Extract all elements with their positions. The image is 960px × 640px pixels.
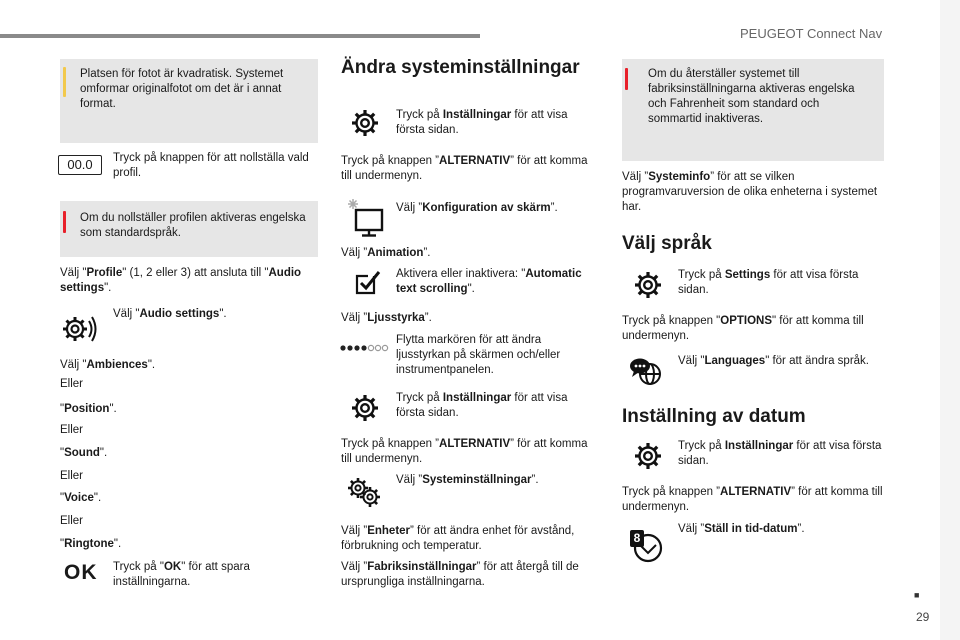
info-bar xyxy=(63,67,66,97)
warning-bar xyxy=(63,211,66,233)
gear-icon xyxy=(633,270,663,300)
alternativ-text-3: Tryck på knappen ”ALTERNATIV” för att komma till undermenyn. xyxy=(622,486,883,513)
set-time-date-text: Välj ”Ställ in tid-datum”. xyxy=(678,523,805,535)
display-config-text: Välj ”Konfiguration av skärm”. xyxy=(396,202,558,214)
warning-note-profile xyxy=(60,201,318,257)
section-heading-system: Ändra systeminställningar xyxy=(341,57,580,78)
audio-settings-text: Välj "Audio settings". xyxy=(113,308,227,320)
system-settings-icon xyxy=(346,477,382,509)
ringtone-text: "Ringtone". xyxy=(60,538,122,550)
ok-text: Tryck på "OK" för att spara inställningarna. xyxy=(113,561,250,588)
system-info-text: Välj ”Systeminfo” för att se vilken programvaruversion de olika enheterna i systemet har. xyxy=(622,171,878,213)
checkbox-check-icon xyxy=(352,267,382,297)
or-text-3: Eller xyxy=(60,470,84,482)
sound-text: "Sound". xyxy=(60,447,108,459)
header-title: PEUGEOT Connect Nav xyxy=(740,26,883,41)
brightness-text: Välj ”Ljusstyrka”. xyxy=(341,312,432,324)
section-heading-language: Välj språk xyxy=(622,233,712,254)
reset-button-icon xyxy=(58,155,102,175)
display-config-icon xyxy=(344,198,386,238)
header-rule xyxy=(0,34,480,38)
side-tab xyxy=(940,0,960,640)
reset-text: Tryck på knappen för att nollställa vald profil. xyxy=(113,152,309,179)
warning-note-factory xyxy=(622,59,884,161)
info-note-photo xyxy=(60,59,318,143)
clock-icon xyxy=(628,528,666,564)
gear-icon xyxy=(350,393,380,423)
gear-icon xyxy=(350,108,380,138)
text-scrolling-text: Aktivera eller inaktivera: "Automatic text scrolling". xyxy=(396,268,582,295)
ok-button-icon: OK xyxy=(64,561,98,584)
warning-note-text: Om du nollställer profilen aktiveras engelska som standardspråk. xyxy=(80,212,306,239)
reset-button-label: 00.0 xyxy=(67,157,93,172)
position-text: "Position". xyxy=(60,403,117,415)
factory-settings-text: Välj ”Fabriksinställningar” för att återgå till de ursprungliga inställningarna. xyxy=(341,561,579,588)
section-heading-date: Inställning av datum xyxy=(622,406,806,427)
page-number: 29 xyxy=(916,610,930,624)
alternativ-text-2: Tryck på knappen ”ALTERNATIV” för att komma till undermenyn. xyxy=(341,438,588,465)
languages-text: Välj "Languages" för att ändra språk. xyxy=(678,355,869,367)
brightness-description: Flytta markören för att ändra ljusstyrkan på skärmen och/eller instrumentpanelen. xyxy=(396,334,561,376)
info-note-text: Platsen för fotot är kvadratisk. Systemet omformar originalfotot om det är i annat format. xyxy=(80,68,284,110)
profile-text: Välj "Profile" (1, 2 eller 3) att ansluta till "Audio settings". xyxy=(60,267,302,294)
language-icon xyxy=(628,356,666,388)
warning-note-text: Om du återställer systemet till fabriksinställningarna aktiveras engelska och Fahrenheit som standard och sommartid inaktiveras. xyxy=(648,68,855,125)
warning-bar xyxy=(625,68,628,90)
alternativ-text-1: Tryck på knappen ”ALTERNATIV” för att komma till undermenyn. xyxy=(341,155,588,182)
language-settings-text: Tryck på Settings för att visa första sidan. xyxy=(678,269,859,296)
options-text: Tryck på knappen "OPTIONS" för att komma till undermenyn. xyxy=(622,315,864,342)
side-marker: ■ xyxy=(914,590,920,600)
or-text-2: Eller xyxy=(60,424,84,436)
units-text: Välj ”Enheter” för att ändra enhet för avstånd, förbrukning och temperatur. xyxy=(341,525,575,552)
voice-text: "Voice". xyxy=(60,492,102,504)
brightness-slider-icon xyxy=(340,343,390,353)
settings-step-text-1: Tryck på Inställningar för att visa första sidan. xyxy=(396,109,568,136)
or-text-1: Eller xyxy=(60,378,84,390)
ambiences-text: Välj "Ambiences". xyxy=(60,359,156,371)
audio-settings-icon xyxy=(60,313,98,347)
animation-text: Välj ”Animation”. xyxy=(341,247,431,259)
settings-step-text-2: Tryck på Inställningar för att visa första sidan. xyxy=(396,392,568,419)
or-text-4: Eller xyxy=(60,515,84,527)
gear-icon xyxy=(633,441,663,471)
clock-badge-number: 8 xyxy=(633,531,641,545)
date-settings-text: Tryck på Inställningar för att visa första sidan. xyxy=(678,440,882,467)
system-settings-text: Välj ”Systeminställningar”. xyxy=(396,474,539,486)
